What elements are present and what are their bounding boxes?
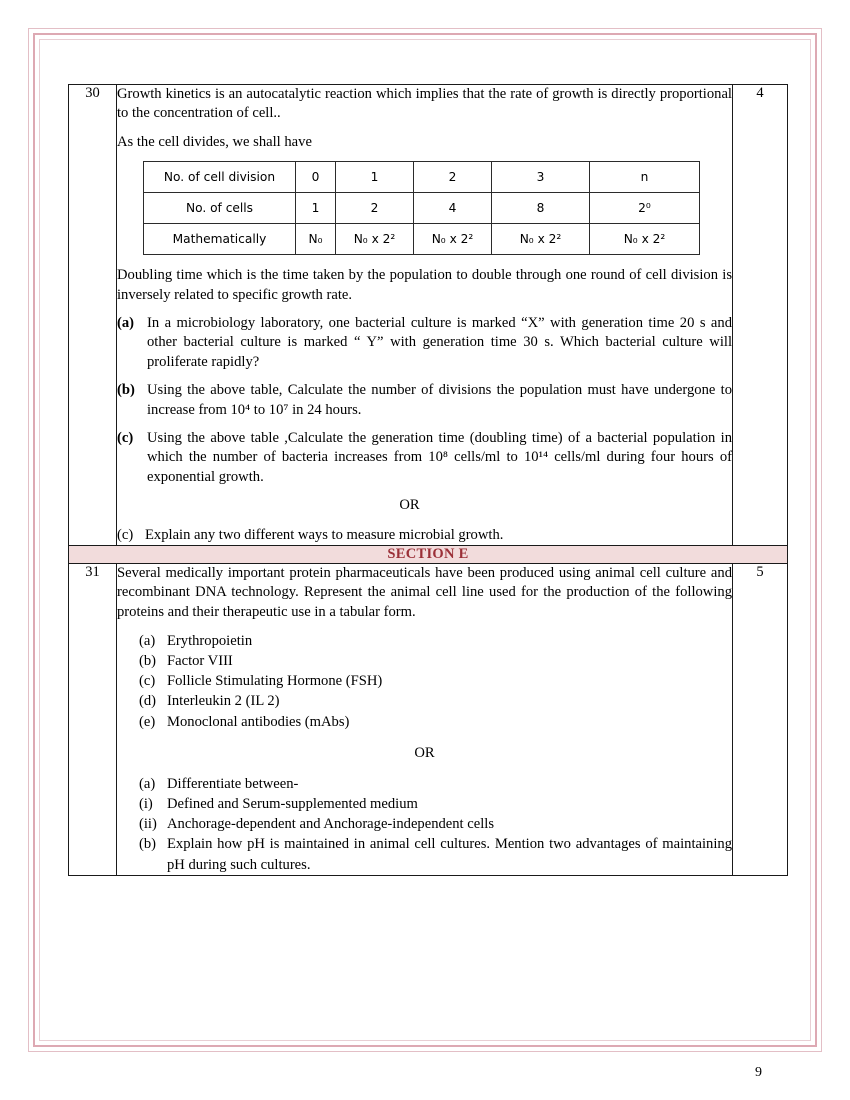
section-e-heading: SECTION E: [69, 545, 788, 563]
part-label: (i): [139, 796, 153, 813]
data-cell: 1: [296, 193, 336, 224]
q30-alternate-parts-list: [117, 525, 732, 545]
part-label: (b): [139, 836, 157, 853]
q30-intro-paragraph: Growth kinetics is an autocatalytic reaction which implies that the rate of growth is directly proportional to the concentration of cell..: [117, 86, 732, 122]
data-cell: N₀: [296, 224, 336, 255]
data-cell: N₀ x 2²: [414, 224, 492, 255]
cell-division-table-wrapper: [143, 161, 732, 255]
list-item: [139, 712, 732, 732]
list-item: [139, 794, 732, 814]
marks-31: 5: [733, 563, 788, 875]
part-label: (c): [117, 430, 134, 447]
data-cell: n: [590, 162, 700, 193]
list-item: [139, 651, 732, 671]
data-cell: 3: [492, 162, 590, 193]
part-text: Anchorage-dependent and Anchorage-independent cells: [167, 816, 495, 833]
table-row: [69, 563, 788, 875]
q30-doubling-time-paragraph: Doubling time which is the time taken by the population to double through one round of cell division is inversely related to specific growth rate.: [117, 267, 732, 303]
data-cell: 2: [414, 162, 492, 193]
part-label: (a): [117, 315, 135, 332]
list-item: [117, 381, 732, 420]
page-number: 9: [755, 1065, 762, 1080]
part-label: (b): [139, 653, 157, 670]
data-cell: N₀ x 2²: [336, 224, 414, 255]
part-label: (ii): [139, 816, 157, 833]
list-item: [139, 834, 732, 874]
list-item: [117, 525, 732, 545]
data-table-row-mathematically: [144, 224, 700, 255]
question-body-31: [117, 563, 733, 875]
data-cell: 2⁰: [590, 193, 700, 224]
list-item: [139, 631, 732, 651]
list-item: [139, 691, 732, 711]
row-header-cell: No. of cell division: [144, 162, 296, 193]
row-header-cell: Mathematically: [144, 224, 296, 255]
part-text: In a microbiology laboratory, one bacterial culture is marked “X” with generation time 20 s and other bacterial culture is marked “ Y” with generation time 30 s. Which bacterial culture will proliferate rapidly?: [147, 315, 732, 370]
data-table-row-divisions: [144, 162, 700, 193]
q30-subintro-paragraph: As the cell divides, we shall have: [117, 133, 312, 150]
q31-alternate-parts-list: [139, 774, 732, 875]
cell-division-table: [143, 161, 700, 255]
part-label: (b): [117, 382, 135, 399]
data-cell: 2: [336, 193, 414, 224]
part-text: Explain any two different ways to measure microbial growth.: [145, 526, 504, 543]
part-text: Factor VIII: [167, 653, 233, 670]
exam-question-table: [68, 84, 788, 876]
part-text: Erythropoietin: [167, 633, 253, 650]
data-cell: 0: [296, 162, 336, 193]
data-cell: N₀ x 2²: [492, 224, 590, 255]
q31-or-separator: OR: [414, 744, 435, 761]
q31-intro-paragraph: Several medically important protein pharmaceuticals have been produced using animal cell culture and recombinant DNA technology. Represent the animal cell line used for the production of the following proteins and their therapeutic use in a tabular form.: [117, 564, 732, 620]
list-item: [117, 429, 732, 487]
question-body-30: [117, 85, 733, 546]
q31-parts-list: [139, 631, 732, 732]
part-text: Defined and Serum-supplemented medium: [167, 796, 418, 813]
part-text: Interleukin 2 (IL 2): [167, 693, 280, 710]
q30-parts-list: [117, 314, 732, 487]
part-label: (c): [139, 673, 156, 690]
question-number-30: 30: [69, 85, 117, 546]
row-header-cell: No. of cells: [144, 193, 296, 224]
part-label: (a): [139, 633, 156, 650]
section-band-row: [69, 545, 788, 563]
marks-30: 4: [733, 85, 788, 546]
data-cell: 4: [414, 193, 492, 224]
data-cell: 8: [492, 193, 590, 224]
table-row: [69, 85, 788, 546]
list-item: [139, 774, 732, 794]
question-number-31: 31: [69, 563, 117, 875]
part-text: Follicle Stimulating Hormone (FSH): [167, 673, 383, 690]
part-label: (c): [117, 526, 134, 543]
part-text: Using the above table ,Calculate the generation time (doubling time) of a bacterial population in which the number of bacteria increases from 10⁸ cells/ml to 10¹⁴ cells/ml during four hours of exponential growth.: [147, 430, 732, 485]
part-text: Differentiate between-: [167, 776, 299, 793]
list-item: [139, 814, 732, 834]
part-label: (d): [139, 693, 157, 710]
list-item: [139, 671, 732, 691]
q30-or-separator: OR: [399, 497, 420, 514]
part-text: Monoclonal antibodies (mAbs): [167, 713, 350, 730]
part-text: Explain how pH is maintained in animal cell cultures. Mention two advantages of maintaining pH during such cultures.: [167, 836, 732, 873]
data-cell: 1: [336, 162, 414, 193]
list-item: [117, 314, 732, 372]
data-cell: N₀ x 2²: [590, 224, 700, 255]
part-label: (a): [139, 776, 156, 793]
part-text: Using the above table, Calculate the number of divisions the population must have undergone to increase from 10⁴ to 10⁷ in 24 hours.: [147, 382, 732, 418]
data-table-row-cells: [144, 193, 700, 224]
part-label: (e): [139, 713, 156, 730]
